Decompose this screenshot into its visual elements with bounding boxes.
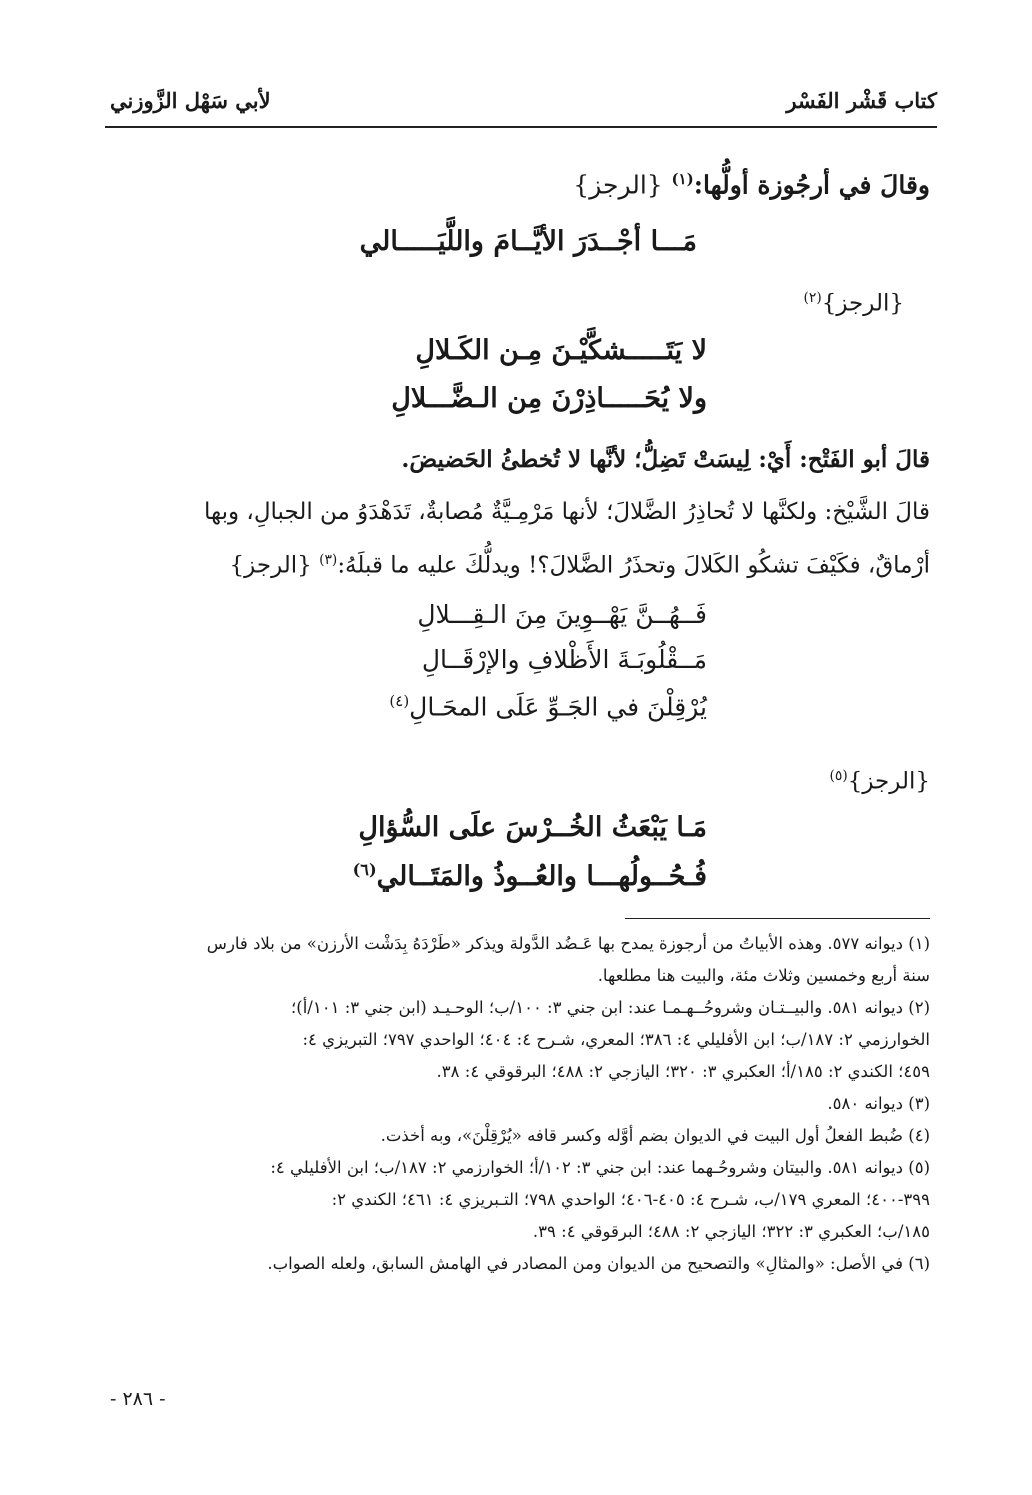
footnote-ref-1: (١) bbox=[671, 170, 694, 188]
verse-1: مَـــا أجْــدَرَ الأيَّــامَ واللَّيَـــــالي bbox=[359, 226, 697, 257]
running-header-author: لأبي سَهْل الزَّوزني bbox=[110, 88, 271, 113]
footnote-line: ٤٥٩؛ الكندي ٢: ١٨٥/أ؛ العكبري ٣: ٣٢٠؛ اليازجي ٢: ٤٨٨؛ البرقوقي ٤: ٣٨. bbox=[436, 1062, 930, 1081]
verse-3-line-3 bbox=[389, 692, 707, 721]
paragraph-alsheikh-line-2-text: أرْماقٌ، فكَيْفَ تشكُو الكَلالَ وتحذَرُ الضَّلالَ؟! ويدلُّكَ عليه ما قبلَهُ: bbox=[337, 552, 930, 579]
footnote-line: الخوارزمي ٢: ١٨٧/ب؛ ابن الأفليلي ٤: ٣٨٦؛ المعري، شـرح ٤: ٤٠٤؛ الواحدي ٧٩٧؛ التبريزي ٤: bbox=[302, 1030, 930, 1049]
header-rule bbox=[105, 126, 937, 128]
page-number: - ٢٨٦ - bbox=[110, 1388, 166, 1410]
footnote-ref-4: (٤) bbox=[389, 692, 410, 710]
meter-tag-3: {الرجز} bbox=[229, 552, 312, 579]
verse-2-line-2: ولا يُحَـــــاذِرْنَ مِن الـضَّـــلالِ bbox=[391, 383, 707, 414]
intro-line bbox=[573, 170, 930, 199]
footnote-line: سنة أربع وخمسين وثلاث مئة، والبيت هنا مطلعها. bbox=[597, 966, 930, 985]
paragraph-alsheikh-line-1: قالَ الشَّيْخ: ولكنَّها لا تُحاذِرُ الضَّلالَ؛ لأنها مَرْمِـيَّةٌ مُصابةٌ، تَدَهْدَوُ من الجبالِ، وبها bbox=[203, 499, 930, 525]
verse-3-line-2: مَــقْلُوبَـةَ الأَظْلافِ والإرْقَــالِ bbox=[421, 645, 707, 674]
verse-2-line-1: لا يَتَـــــشكَّيْـنَ مِـن الكَـلالِ bbox=[415, 335, 707, 366]
paragraph-alsheikh bbox=[160, 488, 930, 590]
footnotes bbox=[160, 928, 930, 1280]
meter-tag-5 bbox=[830, 768, 930, 795]
footnote-rule bbox=[625, 918, 930, 919]
meter-tag-2 bbox=[804, 290, 904, 317]
footnote-ref-6: (٦) bbox=[352, 860, 377, 879]
intro-text: وقالَ في أرجُوزة أولُّها: bbox=[693, 170, 930, 200]
paragraph-abu-alfath: قالَ أبو الفَتْح: أَيْ: لِيسَتْ تَضِلُّ؛ لأنَّها لا تُخطئُ الحَضيضَ. bbox=[401, 446, 930, 473]
footnote-line: (٥) ديوانه ٥٨١. والبيتان وشروحُـهما عند: ابن جني ٣: ١٠٢/أ؛ الخوارزمي ٢: ١٨٧/ب؛ ابن الأفليلي ٤: bbox=[270, 1158, 930, 1177]
meter-tag-1: {الرجز} bbox=[573, 170, 663, 200]
footnote-line: (٢) ديوانه ٥٨١. والبيــتـان وشروحُــهـمـا عند: ابن جني ٣: ١٠٠/ب؛ الوحـيـد (ابن جني ٣: ١٠١/أ)؛ bbox=[291, 998, 930, 1017]
footnote-ref-3: (٣) bbox=[319, 552, 338, 568]
footnote-line: ٣٩٩-٤٠٠؛ المعري ١٧٩/ب، شـرح ٤: ٤٠٥-٤٠٦؛ الواحدي ٧٩٨؛ التـبريزي ٤: ٤٦١؛ الكندي ٢: bbox=[331, 1190, 930, 1209]
verse-5-line-2 bbox=[353, 860, 707, 892]
running-header-title: كتاب قَشْر الفَسْر bbox=[786, 88, 937, 113]
footnote-line: ١٨٥/ب؛ العكبري ٣: ٣٢٢؛ اليازجي ٢: ٤٨٨؛ البرقوقي ٤: ٣٩. bbox=[532, 1222, 930, 1241]
footnote-line: (١) ديوانه ٥٧٧. وهذه الأبياتُ من أرجوزة يمدح بها عَـضُد الدَّولة ويذكر «طَرْدَهُ بِدَشْت الأرزن» من بلاد فارس bbox=[206, 934, 930, 953]
verse-3-line-3-text: يُرْقِلْنَ في الجَـوِّ عَلَى المحَـالِ bbox=[409, 692, 707, 722]
paragraph-alsheikh-line-2 bbox=[160, 536, 930, 590]
verse-5-line-1: مَـا يَبْعَثُ الخُــرْسَ علَى السُّؤالِ bbox=[358, 812, 707, 843]
footnote-line: (٦) في الأصل: «والمثالِ» والتصحيح من الديوان ومن المصادر في الهامش السابق، ولعله الصواب. bbox=[267, 1254, 930, 1273]
footnote-line: (٣) ديوانه ٥٨٠. bbox=[827, 1094, 930, 1113]
footnote-ref-2: (٢) bbox=[803, 290, 822, 306]
verse-3-line-1: فَــهُــنَّ يَهْــوِينَ مِنَ الـقِـــلالِ bbox=[417, 600, 707, 629]
footnote-ref-5: (٥) bbox=[829, 768, 848, 784]
verse-5-line-2-text: فُـحُــولُهـــا والعُــوذُ والمَتَــالي bbox=[376, 861, 707, 892]
footnote-line: (٤) ضُبط الفعلُ أول البيت في الديوان بضم أوَّله وكسر قافه «يُرْقِلْنَ»، وبه أخذت. bbox=[380, 1126, 930, 1145]
meter-tag-5-label: {الرجز} bbox=[847, 768, 930, 795]
meter-tag-2-label: {الرجز} bbox=[821, 290, 904, 317]
